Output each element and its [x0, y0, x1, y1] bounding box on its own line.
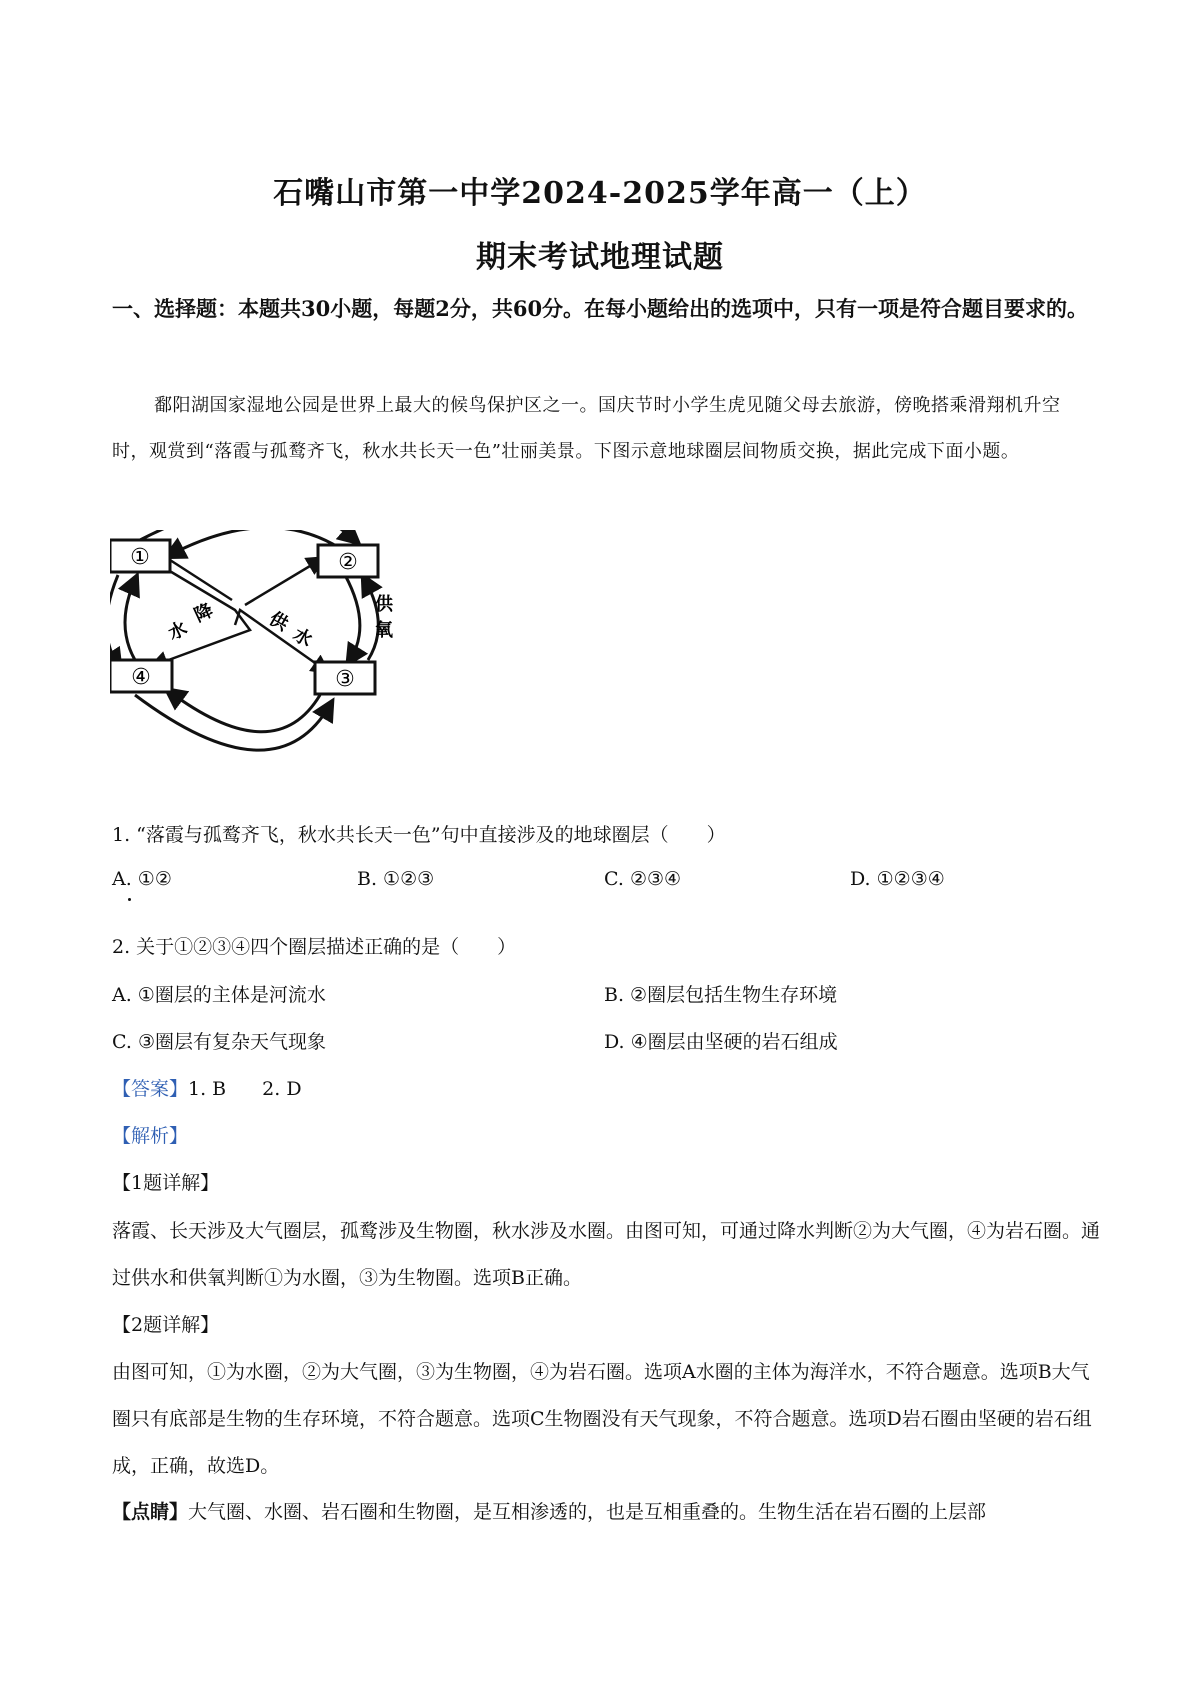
arc-1-to-4 [110, 575, 118, 665]
sphere-exchange-diagram [110, 530, 440, 820]
question-2-option-a: A. ①圈层的主体是河流水 [112, 984, 326, 1006]
arc-2-to-3 [345, 575, 360, 660]
answer-1: 1. B [188, 1078, 227, 1100]
tip-tag: 【点睛】 [112, 1501, 189, 1523]
box-4-label: ④ [131, 665, 151, 690]
box-3-label: ③ [335, 667, 355, 692]
section-heading: 一、选择题：本题共30小题，每题2分，共60分。在每小题给出的选项中，只有一项是符合题目要求的。 [112, 296, 1089, 321]
q2-detail-text: 由图可知，①为水圈，②为大气圈，③为生物圈，④为岩石圈。选项A水圈的主体为海洋水，不符合题意。选项B大气圈只有底部是生物的生存环境，不符合题意。选项C生物圈没有天气现象，不符合题意。选项D岩石圈由坚硬的岩石组成，正确，故选D。 [112, 1361, 1092, 1477]
exam-title-line2: 期末考试地理试题 [476, 240, 724, 275]
arc-3-to-4 [170, 692, 320, 732]
arc-4-to-1 [125, 580, 135, 660]
label-shui-left: 水 [165, 617, 191, 645]
q2-detail-heading: 【2题详解】 [112, 1314, 220, 1336]
label-jiang: 降 [191, 599, 217, 627]
question-1-stem: 1. “落霞与孤鹜齐飞，秋水共长天一色”句中直接涉及的地球圈层（ ） [112, 824, 726, 846]
box-2-label: ② [338, 550, 358, 575]
arc-4-to-3 [135, 695, 330, 750]
q1-detail-text: 落霞、长天涉及大气圈层，孤鹜涉及生物圈，秋水涉及水圈。由图可知，可通过降水判断②为大气圈，④为岩石圈。通过供水和供氧判断①为水圈，③为生物圈。选项B正确。 [112, 1220, 1101, 1289]
tip-note [112, 1497, 1102, 1524]
label-yang: 氧 [375, 620, 393, 641]
line-gongshui-2 [245, 560, 320, 605]
label-shui-right: 水 [289, 624, 316, 652]
q1-detail-heading: 【1题详解】 [112, 1172, 220, 1194]
label-gong-right: 供 [375, 594, 393, 615]
label-gong: 供 [265, 608, 292, 636]
question-2-option-d: D. ④圈层由坚硬的岩石组成 [604, 1031, 838, 1053]
exam-title-line1: 石嘴山市第一中学2024-2025学年高一（上） [273, 176, 927, 211]
reading-passage: 鄱阳湖国家湿地公园是世界上最大的候鸟保护区之一。国庆节时小学生虎见随父母去旅游，傍晚搭乘滑翔机升空时，观赏到“落霞与孤鹜齐飞，秋水共长天一色”壮丽美景。下图示意地球圈层间物质交换，据此完成下面小题。 [112, 395, 1061, 462]
question-1-option-d: D. ①②③④ [850, 868, 945, 890]
question-2-option-b: B. ②圈层包括生物生存环境 [604, 984, 838, 1006]
line-jiangshui-2 [170, 560, 232, 600]
question-1-option-c: C. ②③④ [604, 868, 682, 890]
answer-line [112, 1074, 302, 1101]
answer-2: 2. D [262, 1078, 302, 1100]
answer-tag: 【答案】 [112, 1078, 189, 1100]
analysis-tag: 【解析】 [112, 1125, 189, 1147]
question-2-stem: 2. 关于①②③④四个圈层描述正确的是（ ） [112, 936, 517, 958]
question-2-option-c: C. ③圈层有复杂天气现象 [112, 1031, 326, 1053]
tip-text: 大气圈、水圈、岩石圈和生物圈，是互相渗透的，也是互相重叠的。生物生活在岩石圈的上层部 [188, 1501, 987, 1523]
question-1-option-a: A. ①② [112, 868, 172, 890]
question-1-option-b: B. ①②③ [357, 868, 435, 890]
stray-dot [128, 898, 131, 901]
box-1-label: ① [130, 545, 150, 570]
